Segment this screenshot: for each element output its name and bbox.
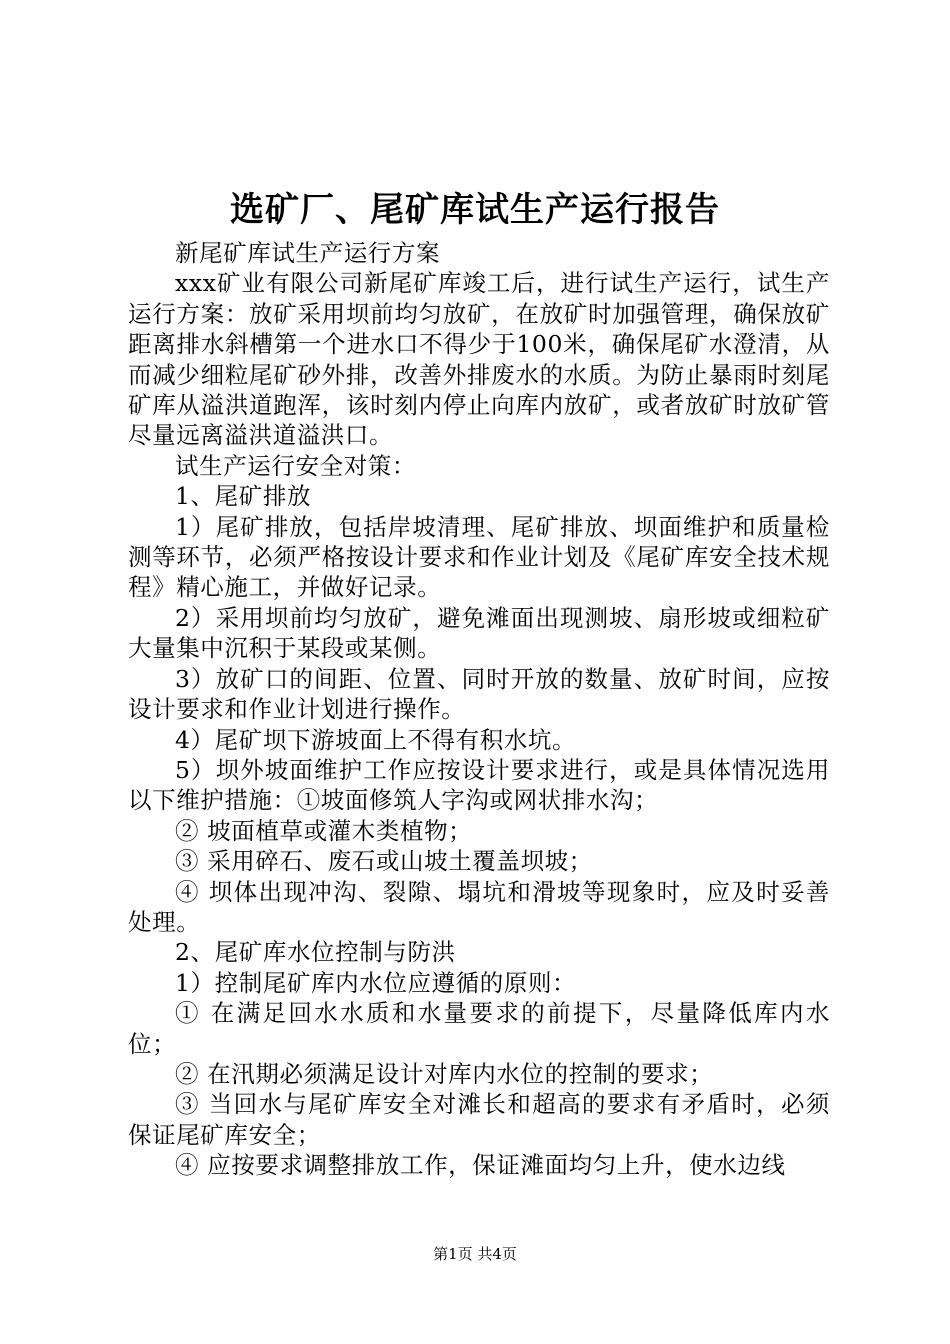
paragraph: 3）放矿口的间距、位置、同时开放的数量、放矿时间，应按设计要求和作业计划进行操作。 <box>128 664 830 724</box>
paragraph: 4）尾矿坝下游坡面上不得有积水坑。 <box>175 725 577 754</box>
list-item: ① 在满足回水水质和水量要求的前提下，尽量降低库内水位； <box>128 999 830 1058</box>
paragraph: 2）采用坝前均匀放矿，避免滩面出现测坡、扇形坡或细粒矿大量集中沉积于某段或某侧。 <box>128 603 830 663</box>
list-item: ② 坡面植草或灌木类植物； <box>175 816 473 845</box>
paragraph: 试生产运行安全对策： <box>175 451 416 480</box>
paragraph: 新尾矿库试生产运行方案 <box>175 239 441 267</box>
paragraph: 1）控制尾矿库内水位应遵循的原则： <box>175 968 577 997</box>
list-item: ④ 应按要求调整排放工作，保证滩面均匀上升，使水边线 <box>175 1151 786 1180</box>
paragraph: 1）尾矿排放，包括岸坡清理、尾矿排放、坝面维护和质量检测等环节，必须严格按设计要求和作业计划及《尾矿库安全技术规程》精心施工，并做好记录。 <box>128 512 830 602</box>
paragraph: 5）坝外坡面维护工作应按设计要求进行，或是具体情况选用以下维护措施：①坡面修筑人字沟或网状排水沟； <box>128 755 830 815</box>
page-footer: 第1页 共4页 <box>433 1245 517 1263</box>
document-title: 选矿厂、尾矿库试生产运行报告 <box>230 190 720 230</box>
document-body <box>128 238 830 1181</box>
list-item: ④ 坝体出现冲沟、裂隙、塌坑和滑坡等现象时，应及时妥善处理。 <box>128 877 830 936</box>
section-heading: 1、尾矿排放 <box>175 482 312 511</box>
list-item: ③ 当回水与尾矿库安全对滩长和超高的要求有矛盾时，必须保证尾矿库安全； <box>128 1090 830 1149</box>
section-heading: 2、尾矿库水位控制与防洪 <box>175 938 456 967</box>
paragraph: xxx矿业有限公司新尾矿库竣工后，进行试生产运行，试生产运行方案：放矿采用坝前均匀放矿，在放矿时加强管理，确保放矿距离排水斜槽第一个进水口不得少于100米，确保尾矿水澄清，从而减少细粒尾矿砂外排，改善外排废水的水质。为防止暴雨时刻尾矿库从溢洪道跑浑，该时刻内停止向库内放矿，或者放矿时放矿管尽量远离溢洪道溢洪口。 <box>128 269 830 450</box>
list-item: ③ 采用碎石、废石或山坡土覆盖坝坡； <box>175 847 593 876</box>
list-item: ② 在汛期必须满足设计对库内水位的控制的要求； <box>175 1059 714 1088</box>
